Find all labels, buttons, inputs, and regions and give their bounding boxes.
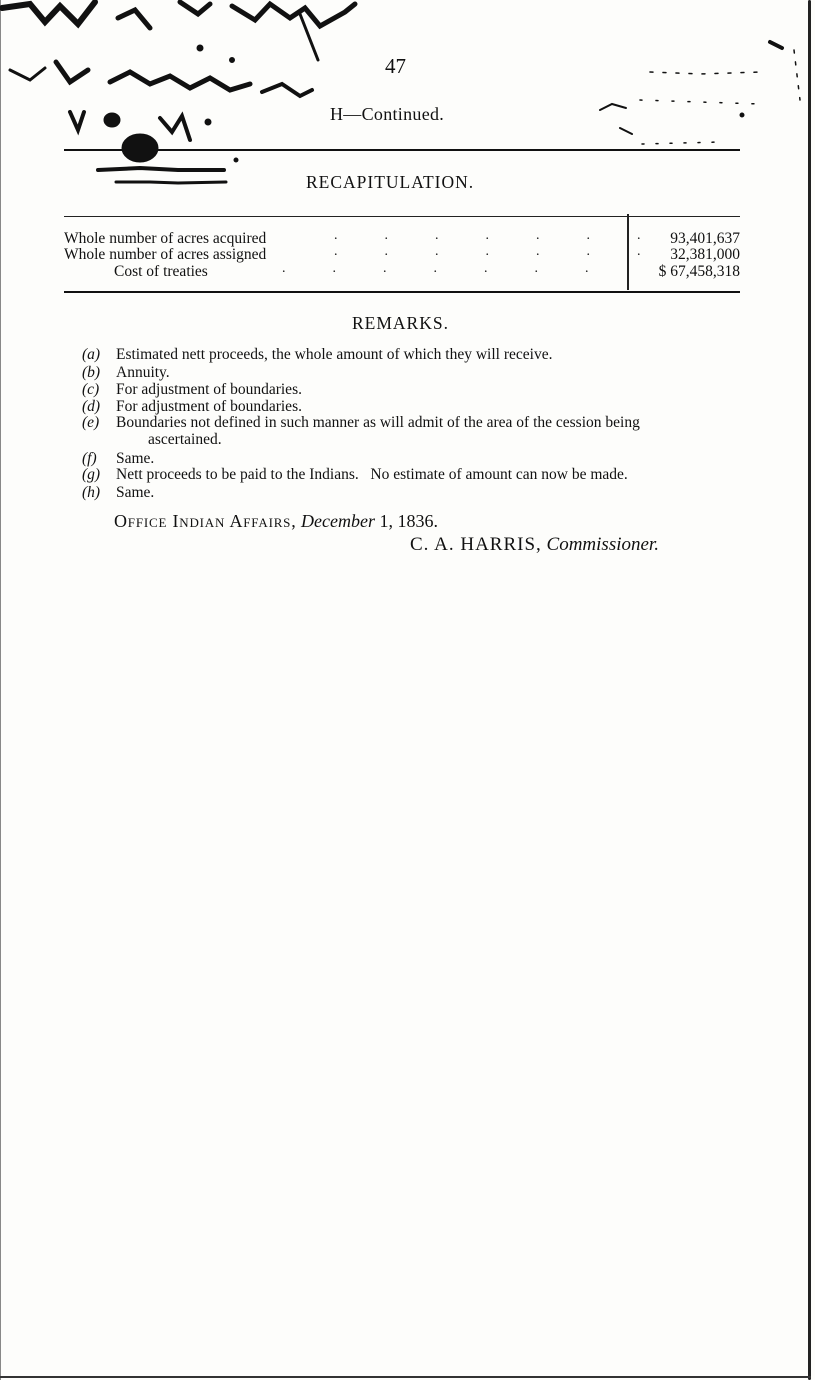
office-name: Office Indian Affairs, (114, 511, 297, 531)
recap-value: $ 67,458,318 (658, 263, 740, 280)
recap-label: Whole number of acres assigned (64, 246, 267, 263)
remark-key: (b) (82, 364, 101, 381)
remark-item (82, 346, 552, 364)
signatory-name: C. A. HARRIS, (410, 534, 542, 555)
remark-key: (h) (82, 484, 101, 501)
remark-key: (f) (82, 450, 97, 467)
remark-item (82, 484, 154, 502)
remark-text: Boundaries not defined in such manner as will admit of the area of the cession being (116, 414, 640, 431)
leader-dots: ....... (334, 228, 688, 243)
leader-dots: ....... (334, 244, 688, 259)
recap-label: Whole number of acres acquired (64, 230, 267, 247)
leader-dots: ....... (282, 261, 636, 276)
page-left-edge (0, 0, 1, 1380)
remark-item (82, 381, 302, 399)
signature-line (410, 534, 659, 556)
handwritten-ink-marks (0, 0, 815, 200)
remark-key: (c) (82, 381, 100, 398)
remark-text: Estimated nett proceeds, the whole amount of which they will receive. (116, 346, 553, 363)
recap-row-cost-of-treaties (64, 263, 740, 280)
remark-key: (e) (82, 414, 100, 431)
remark-item (82, 466, 628, 484)
remark-text: Same. (116, 484, 155, 501)
page-right-edge (808, 0, 811, 1380)
page-bottom-edge (0, 1376, 811, 1378)
table-top-rule (64, 216, 740, 217)
remark-text: Annuity. (116, 364, 170, 381)
recap-value: 32,381,000 (670, 246, 740, 263)
recap-value: 93,401,637 (670, 230, 740, 247)
remark-key: (a) (82, 346, 101, 363)
page-number: 47 (385, 54, 406, 78)
remark-text: Nett proceeds to be paid to the Indians. No estimate of amount can now be made. (116, 466, 628, 483)
office-date-rest: 1, 1836. (379, 511, 438, 531)
recapitulation-title: RECAPITULATION. (306, 172, 475, 192)
remark-key: (g) (82, 466, 101, 483)
remark-text: Same. (116, 450, 155, 467)
remark-continuation: ascertained. (148, 431, 222, 448)
remark-key: (d) (82, 398, 101, 415)
remarks-title: REMARKS. (352, 313, 449, 333)
signatory-title: Commissioner. (546, 534, 659, 555)
office-date-month: December (301, 511, 375, 531)
office-dateline (114, 511, 438, 532)
table-bottom-rule (64, 291, 740, 293)
remark-text: For adjustment of boundaries. (116, 398, 302, 415)
remark-item (82, 364, 170, 382)
remark-text: For adjustment of boundaries. (116, 381, 302, 398)
section-heading: H—Continued. (330, 104, 445, 124)
remark-item (82, 414, 640, 432)
recap-label: Cost of treaties (114, 263, 208, 280)
header-rule (64, 149, 740, 151)
